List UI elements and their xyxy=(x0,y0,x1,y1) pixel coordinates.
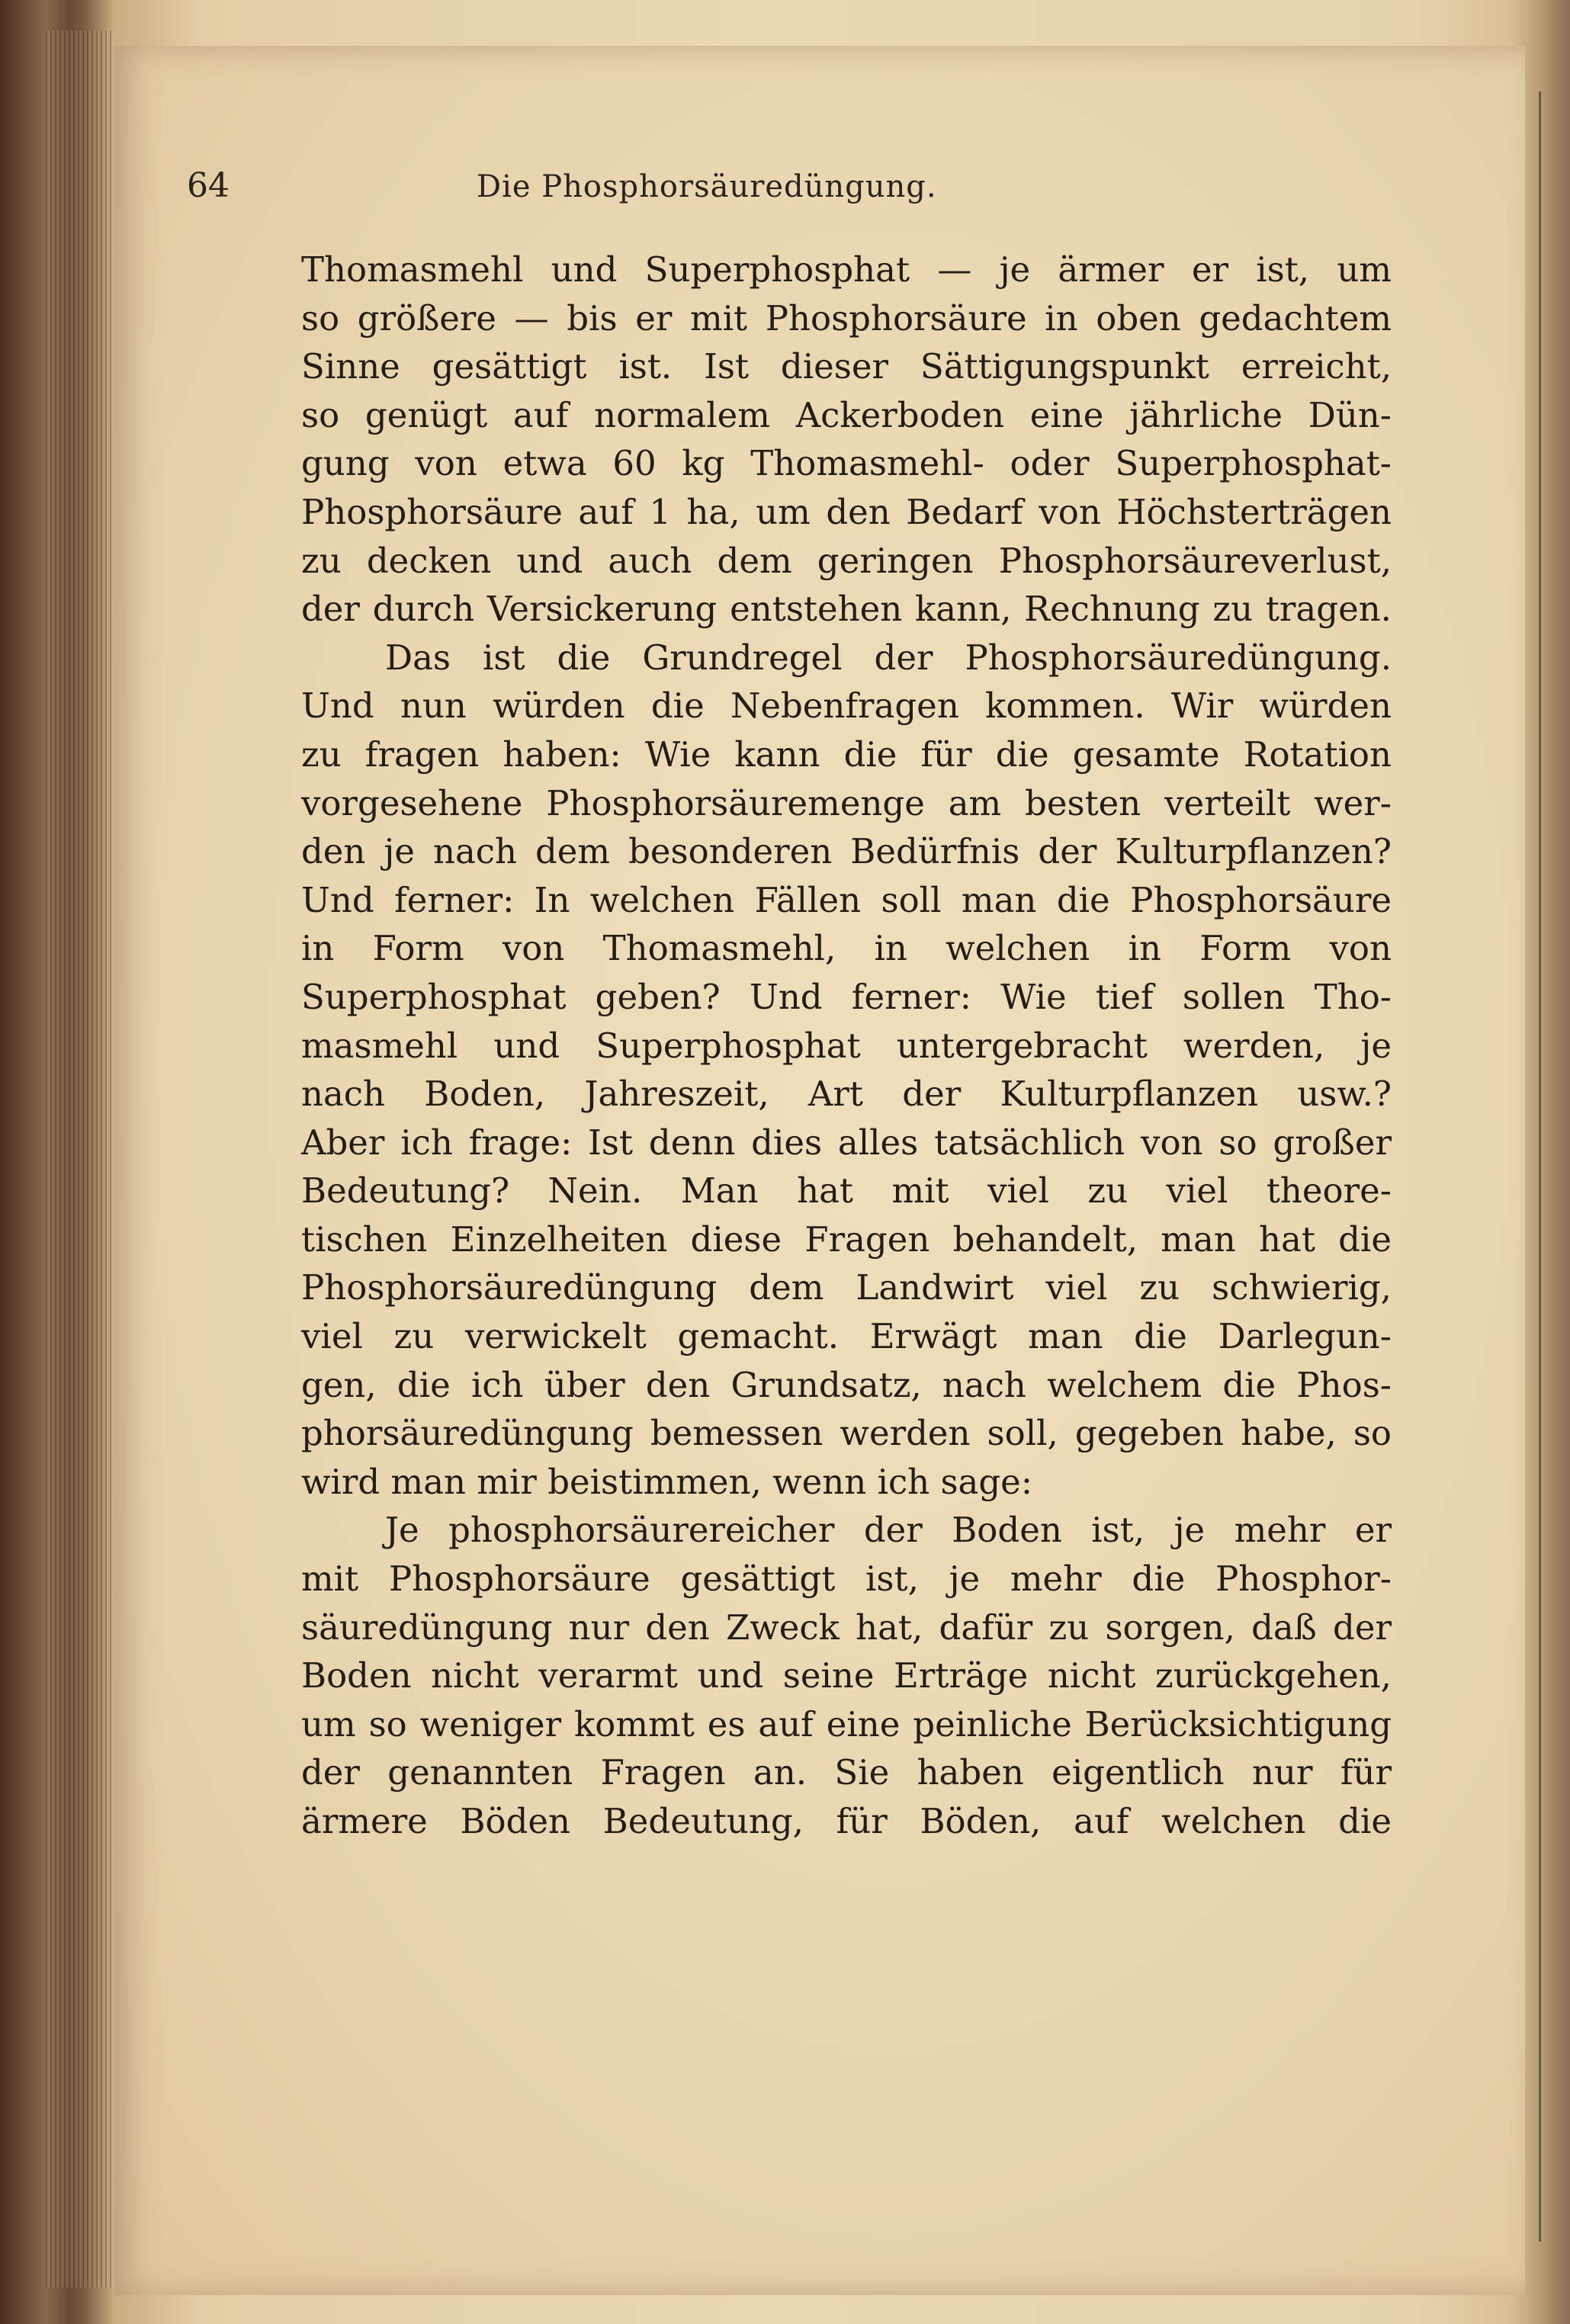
page-number: 64 xyxy=(187,166,230,205)
text-line: nach Boden, Jahreszeit, Art der Kulturpflanzen usw.? xyxy=(301,1074,1392,1115)
text-line: den je nach dem besonderen Bedürfnis der Kulturpflanzen? xyxy=(301,831,1392,872)
text-line: tischen Einzelheiten diese Fragen behandelt, man hat die xyxy=(301,1218,1392,1260)
text-line: ärmere Böden Bedeutung, für Böden, auf welchen die xyxy=(301,1801,1392,1841)
text-line: mit Phosphorsäure gesättigt ist, je mehr die Phosphor- xyxy=(301,1558,1392,1600)
text-line: gung von etwa 60 kg Thomasmehl- oder Superphosphat- xyxy=(301,443,1392,484)
text-line: Bedeutung? Nein. Man hat mit viel zu viel theore- xyxy=(301,1170,1392,1212)
text-line: in Form von Thomasmehl, in welchen in Form von xyxy=(301,928,1392,969)
text-line: zu fragen haben: Wie kann die für die gesamte Rotation xyxy=(301,733,1392,775)
text-line: vorgesehene Phosphorsäuremenge am besten verteilt wer- xyxy=(301,782,1392,823)
text-line: Und nun würden die Nebenfragen kommen. Wir würden xyxy=(301,685,1392,727)
text-line: Aber ich frage: Ist denn dies alles tatsächlich von so großer xyxy=(301,1122,1392,1163)
text-line: Sinne gesättigt ist. Ist dieser Sättigungspunkt erreicht, xyxy=(301,346,1392,387)
text-line: masmehl und Superphosphat untergebracht werden, je xyxy=(301,1025,1392,1066)
text-line: zu decken und auch dem geringen Phosphorsäureverlust, xyxy=(301,540,1392,581)
text-line: säuredüngung nur den Zweck hat, dafür zu sorgen, daß der xyxy=(301,1607,1392,1648)
text-line: der genannten Fragen an. Sie haben eigentlich nur für xyxy=(301,1752,1392,1793)
binding-edge xyxy=(1539,91,1541,2242)
text-line: Und ferner: In welchen Fällen soll man die Phosphorsäure xyxy=(301,879,1392,920)
text-line: um so weniger kommt es auf eine peinliche Berücksichtigung xyxy=(301,1703,1392,1745)
text-line: viel zu verwickelt gemacht. Erwägt man die Darlegun- xyxy=(301,1316,1392,1357)
page-header xyxy=(187,166,1388,220)
page-edges xyxy=(46,30,114,2287)
text-line: gen, die ich über den Grundsatz, nach welchem die Phos- xyxy=(301,1364,1392,1405)
text-line: Thomasmehl und Superphosphat — je ärmer er ist, um xyxy=(301,249,1392,290)
text-line: Phosphorsäuredüngung dem Landwirt viel zu schwierig, xyxy=(301,1267,1392,1308)
text-line: Superphosphat geben? Und ferner: Wie tief sollen Tho- xyxy=(301,976,1392,1017)
text-line: Phosphorsäure auf 1 ha, um den Bedarf von Höchsterträgen xyxy=(301,491,1392,532)
text-line: so größere — bis er mit Phosphorsäure in oben gedachtem xyxy=(301,297,1392,339)
text-line: der durch Versickerung entstehen kann, Rechnung zu tragen. xyxy=(301,589,1392,630)
text-line: phorsäuredüngung bemessen werden soll, gegeben habe, so xyxy=(301,1413,1392,1454)
text-line: Je phosphorsäurereicher der Boden ist, je mehr er xyxy=(385,1510,1392,1551)
text-line: Das ist die Grundregel der Phosphorsäuredüngung. xyxy=(385,637,1392,678)
text-line: Boden nicht verarmt und seine Erträge nicht zurückgehen, xyxy=(301,1655,1392,1696)
text-line: wird man mir beistimmen, wenn ich sage: xyxy=(301,1461,1032,1502)
body-text xyxy=(301,246,1392,1846)
text-line: so genügt auf normalem Ackerboden eine jährliche Dün- xyxy=(301,394,1392,435)
running-title: Die Phosphorsäuredüngung. xyxy=(477,169,937,204)
